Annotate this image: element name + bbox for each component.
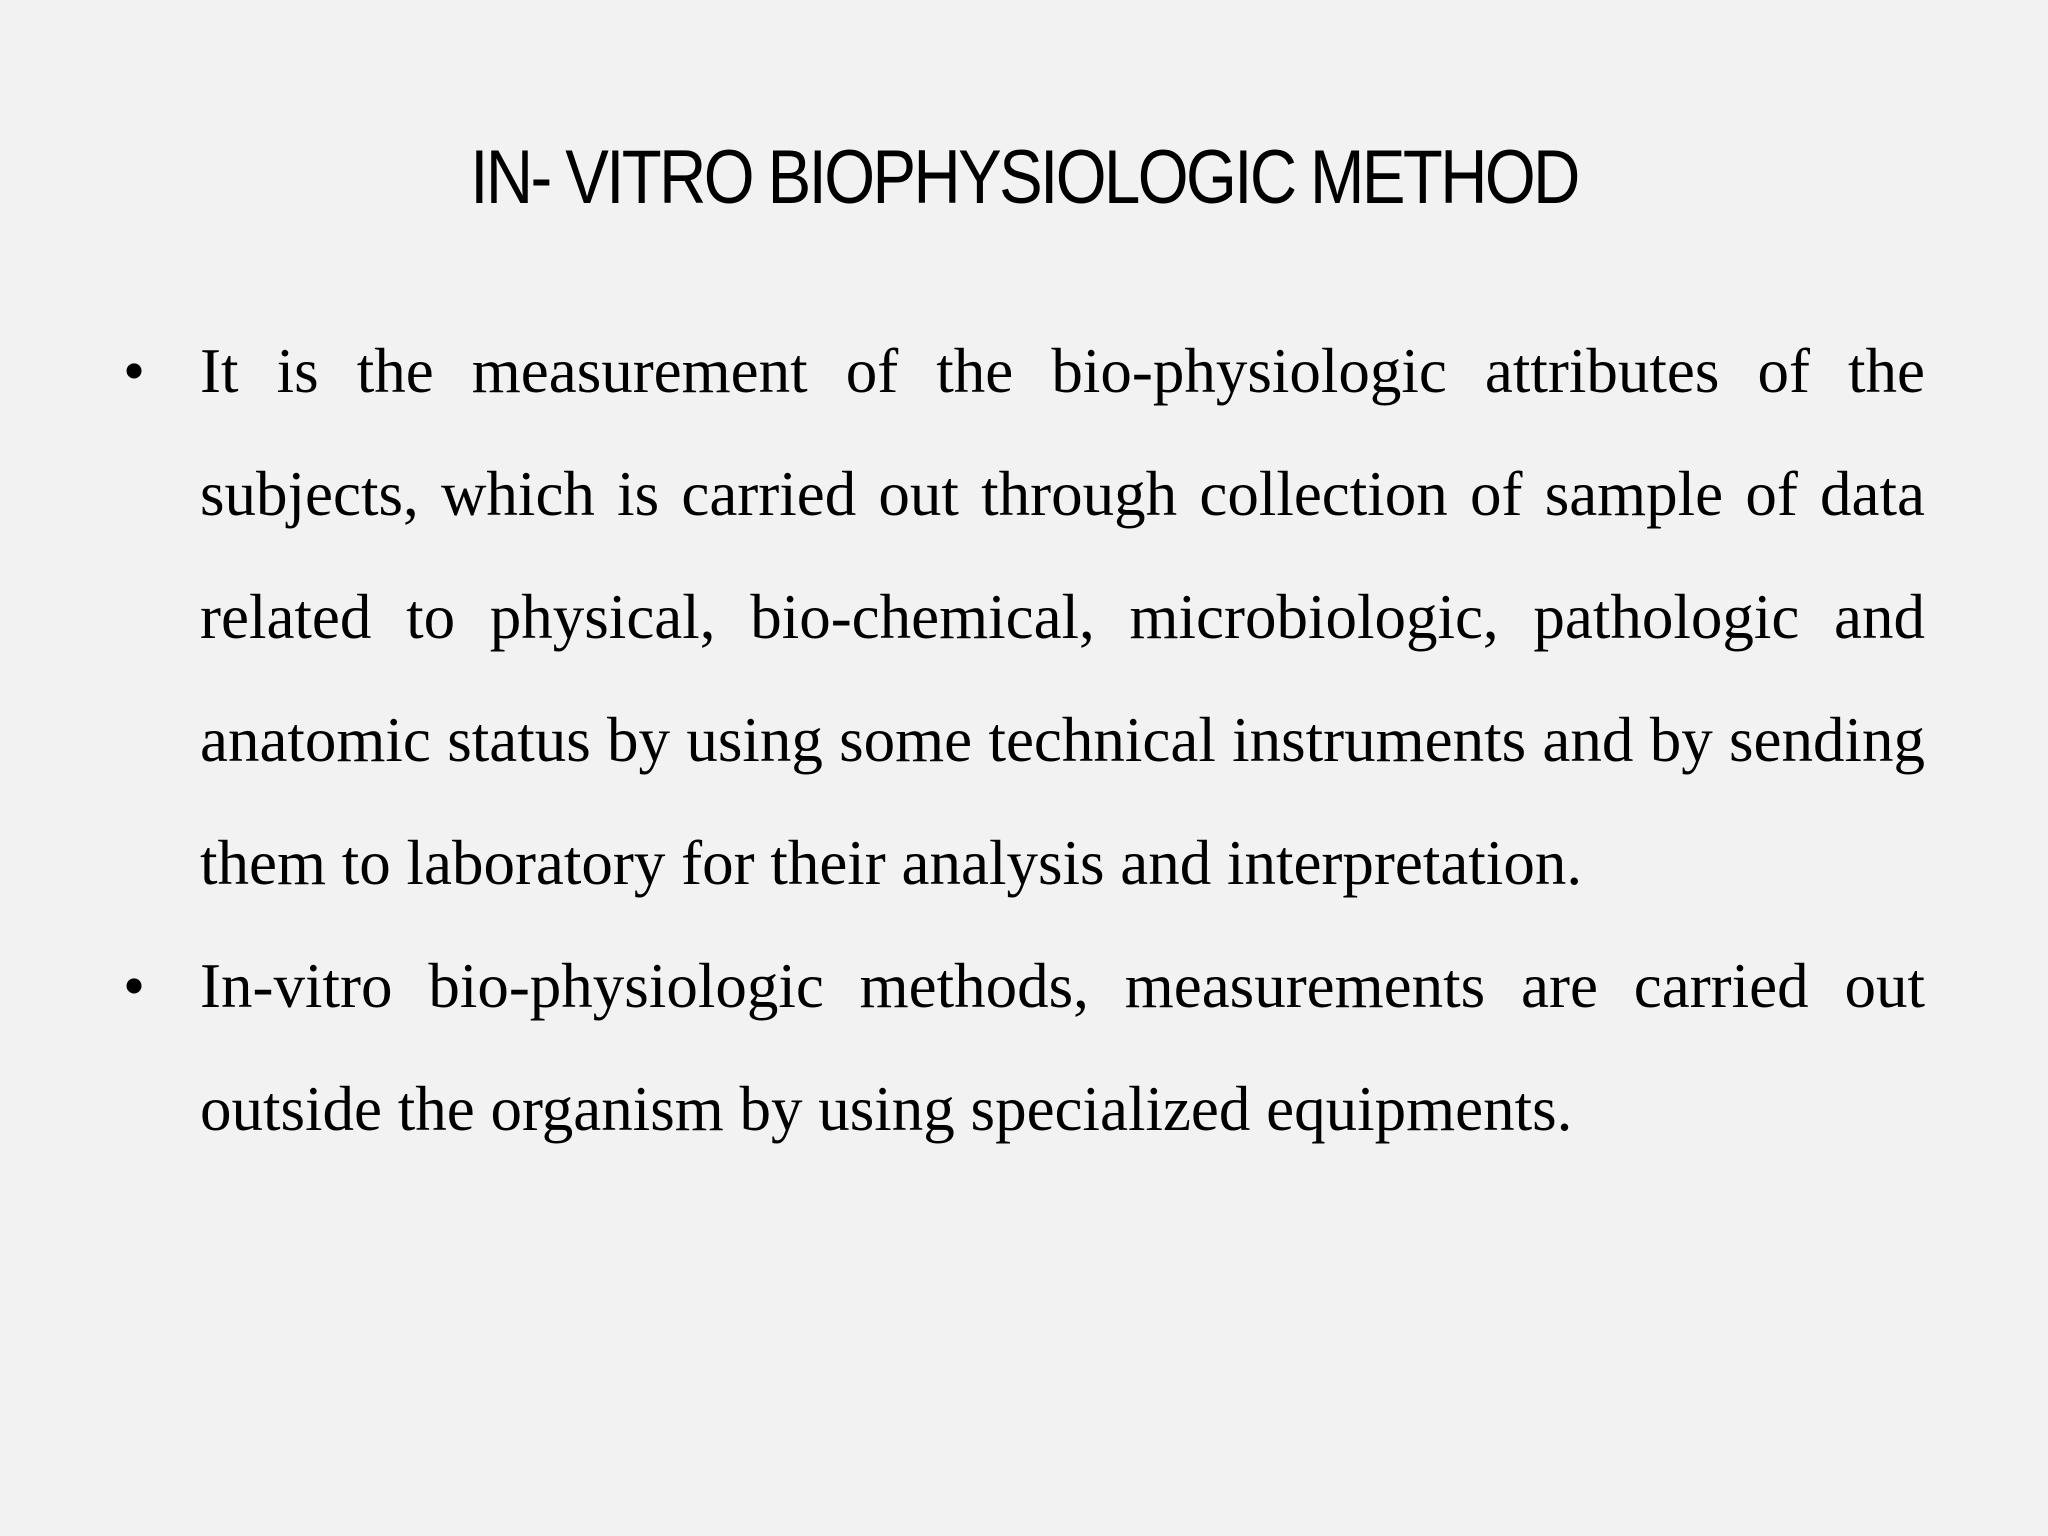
bullet-text: In-vitro bio-physiologic methods, measurements are carried out outside the organism by using specialized equipments.: [200, 951, 1925, 1144]
bullet-marker: •: [122, 336, 146, 406]
bullet-text: It is the measurement of the bio-physiologic attributes of the subjects, which is carried out through collection of sample of data related to physical, bio-chemical, microbiologic, pathologic and anatomic status by using some technical instruments and by sending them to laboratory for their analysis and interpretation.: [200, 336, 1925, 898]
bullet-list: [120, 310, 1925, 1171]
slide-title: IN- VITRO BIOPHYSIOLOGIC METHOD: [470, 135, 1578, 220]
bullet-marker: •: [122, 951, 146, 1021]
bullet-item-in-vitro-methods: [120, 925, 1925, 1171]
bullet-item-measurement-definition: [120, 310, 1925, 925]
